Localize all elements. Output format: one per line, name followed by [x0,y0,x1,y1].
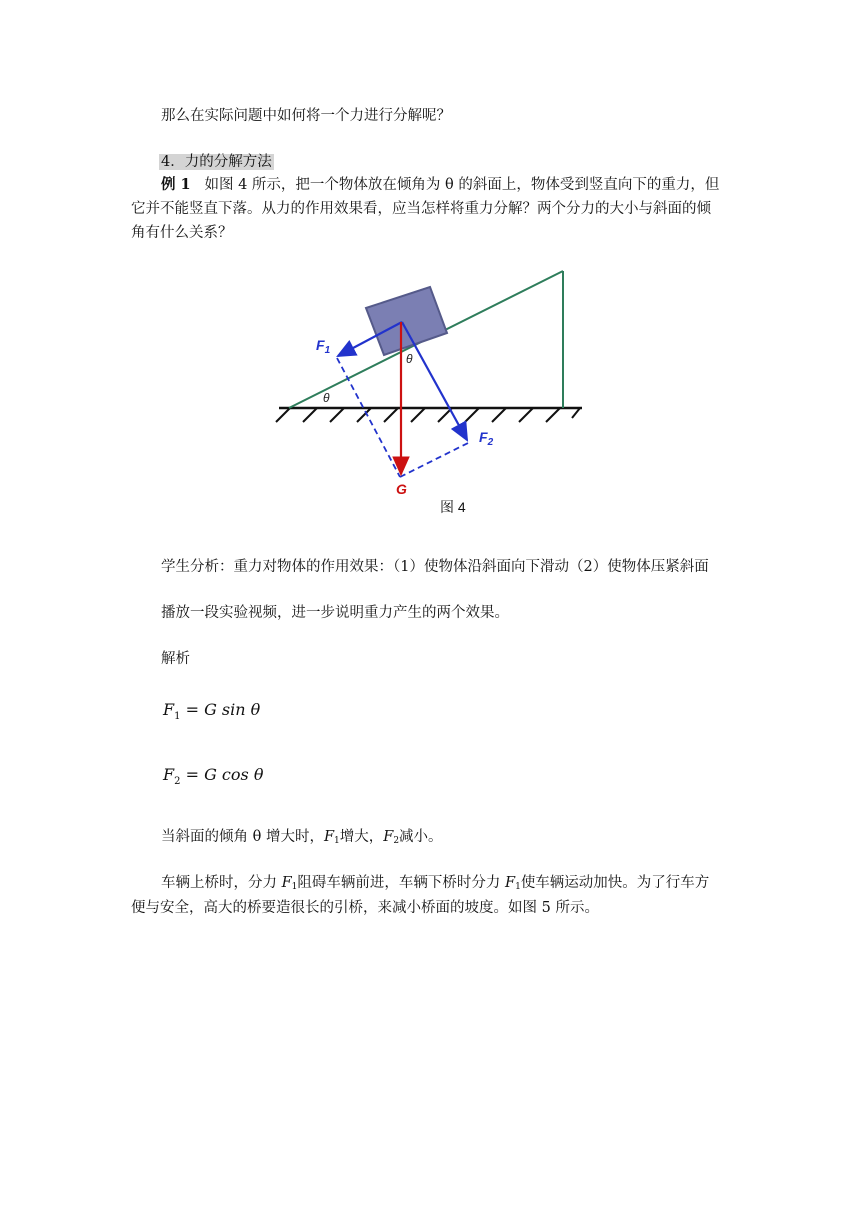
conclusion-text: 当斜面的倾角 θ 增大时，$F_1$增大，$F_2$减小。 [161,829,443,846]
analysis-title: 解析 [161,651,190,667]
video-note: 播放一段实验视频，进一步说明重力产生的两个效果。 [161,605,509,621]
section-heading-text: 4．力的分解方法 [161,154,272,170]
label-theta-base: θ [323,391,330,405]
label-theta-block: θ [406,352,413,366]
question-text: 那么在实际问题中如何将一个力进行分解呢？ [161,108,451,124]
section-heading [159,151,274,173]
student-analysis: 学生分析：重力对物体的作用效果：（1）使物体沿斜面向下滑动（2）使物体压紧斜面 [161,559,709,575]
block [366,287,447,355]
bridge-line-1: 车辆上桥时，分力 $F_1$阻碍车辆前进，车辆下桥时分力 $F_1$使车辆运动加快。为了行车方 [161,875,710,892]
example-label: 例 1 [161,176,191,193]
label-g: G [396,481,407,497]
example-line-3: 角有什么关系？ [131,225,233,241]
ground-hatching [276,408,582,422]
example-line-1 [161,174,719,196]
figure-caption: 图 4 [440,499,466,515]
example-text-1: 如图 4 所示，把一个物体放在倾角为 θ 的斜面上，物体受到竖直向下的重力，但 [204,177,720,193]
incline-diagram [0,250,860,540]
label-f2: $F_2$ [479,429,494,448]
example-line-2: 它并不能竖直下落。从力的作用效果看，应当怎样将重力分解？两个分力的大小与斜面的倾 [131,201,711,217]
dashed-lines [337,358,468,477]
formula-f1: $F_1 = G$ sin θ [163,700,261,722]
bridge-line-2: 便与安全，高大的桥要造很长的引桥，来减小桥面的坡度。如图 5 所示。 [131,900,599,916]
label-f1: $F_1$ [316,337,331,356]
formula-f2: $F_2 = G$ cos θ [163,765,264,787]
